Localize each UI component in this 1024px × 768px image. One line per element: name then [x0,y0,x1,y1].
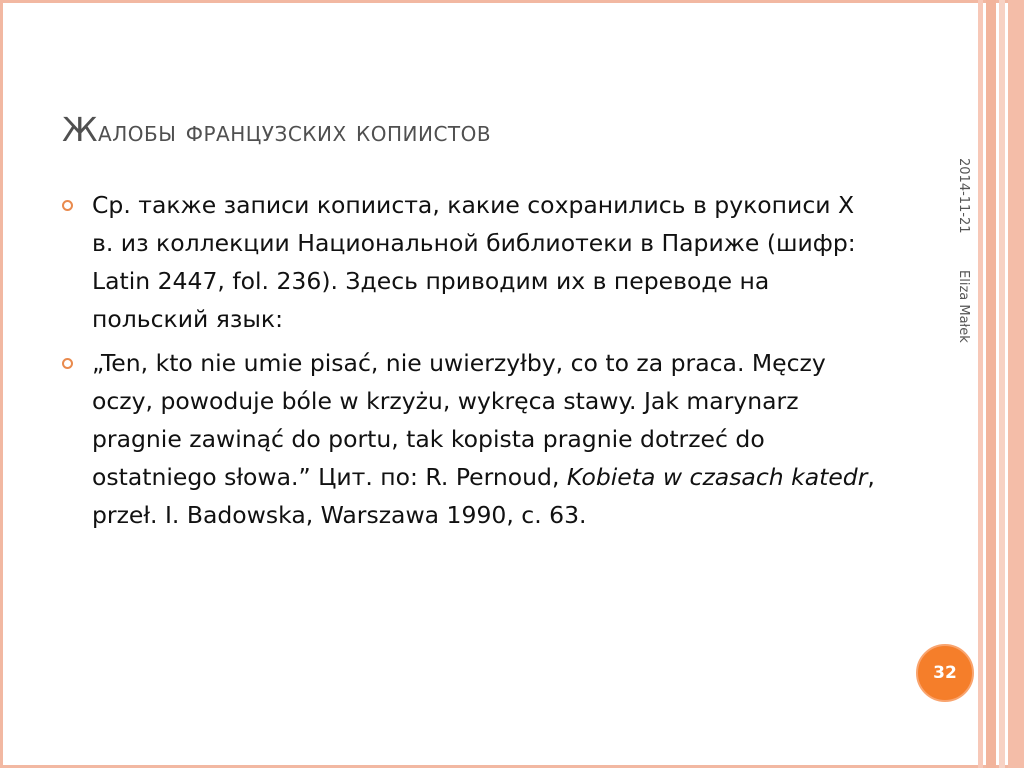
decorative-stripes [978,0,1024,768]
stripe [986,0,996,768]
stripe [978,0,983,768]
slide-author: Eliza Małek [956,270,971,343]
bullet-circle-icon [62,358,73,369]
bullet-text-tail: , przeł. I. Badowska, Warszawa 1990, с. 63. [92,463,875,529]
slide-content [62,186,882,540]
slide-date: 2014-11-21 [956,158,971,234]
book-title: Kobieta w czasach katedr [566,463,868,491]
stripe [1008,0,1024,768]
bullet-text: „Ten, kto nie umie pisać, nie uwierzyłby, co to za praca. Męczy oczy, powoduje bóle w krzyżu, wykręca stawy. Jak marynarz pragnie zawinąć do portu, tak kopista pragnie dotrzeć do ostatniego słowa.” Цит. по: R. Pernoud, [92,349,826,491]
bullet-item [62,344,882,534]
bullet-item [62,186,882,338]
slide-title-initial: Ж [62,110,99,149]
page-number-badge: 32 [916,644,974,702]
stripe [999,0,1005,768]
slide-title [62,110,491,149]
slide-title-rest: алобы французских копиистов [98,115,492,148]
bullet-circle-icon [62,200,73,211]
bullet-text: Ср. также записи копииста, какие сохранились в рукописи X в. из коллекции Национальной библиотеки в Париже (шифр: Latin 2447, fol. 236). Здесь приводим их в переводе на польский язык: [92,191,856,333]
